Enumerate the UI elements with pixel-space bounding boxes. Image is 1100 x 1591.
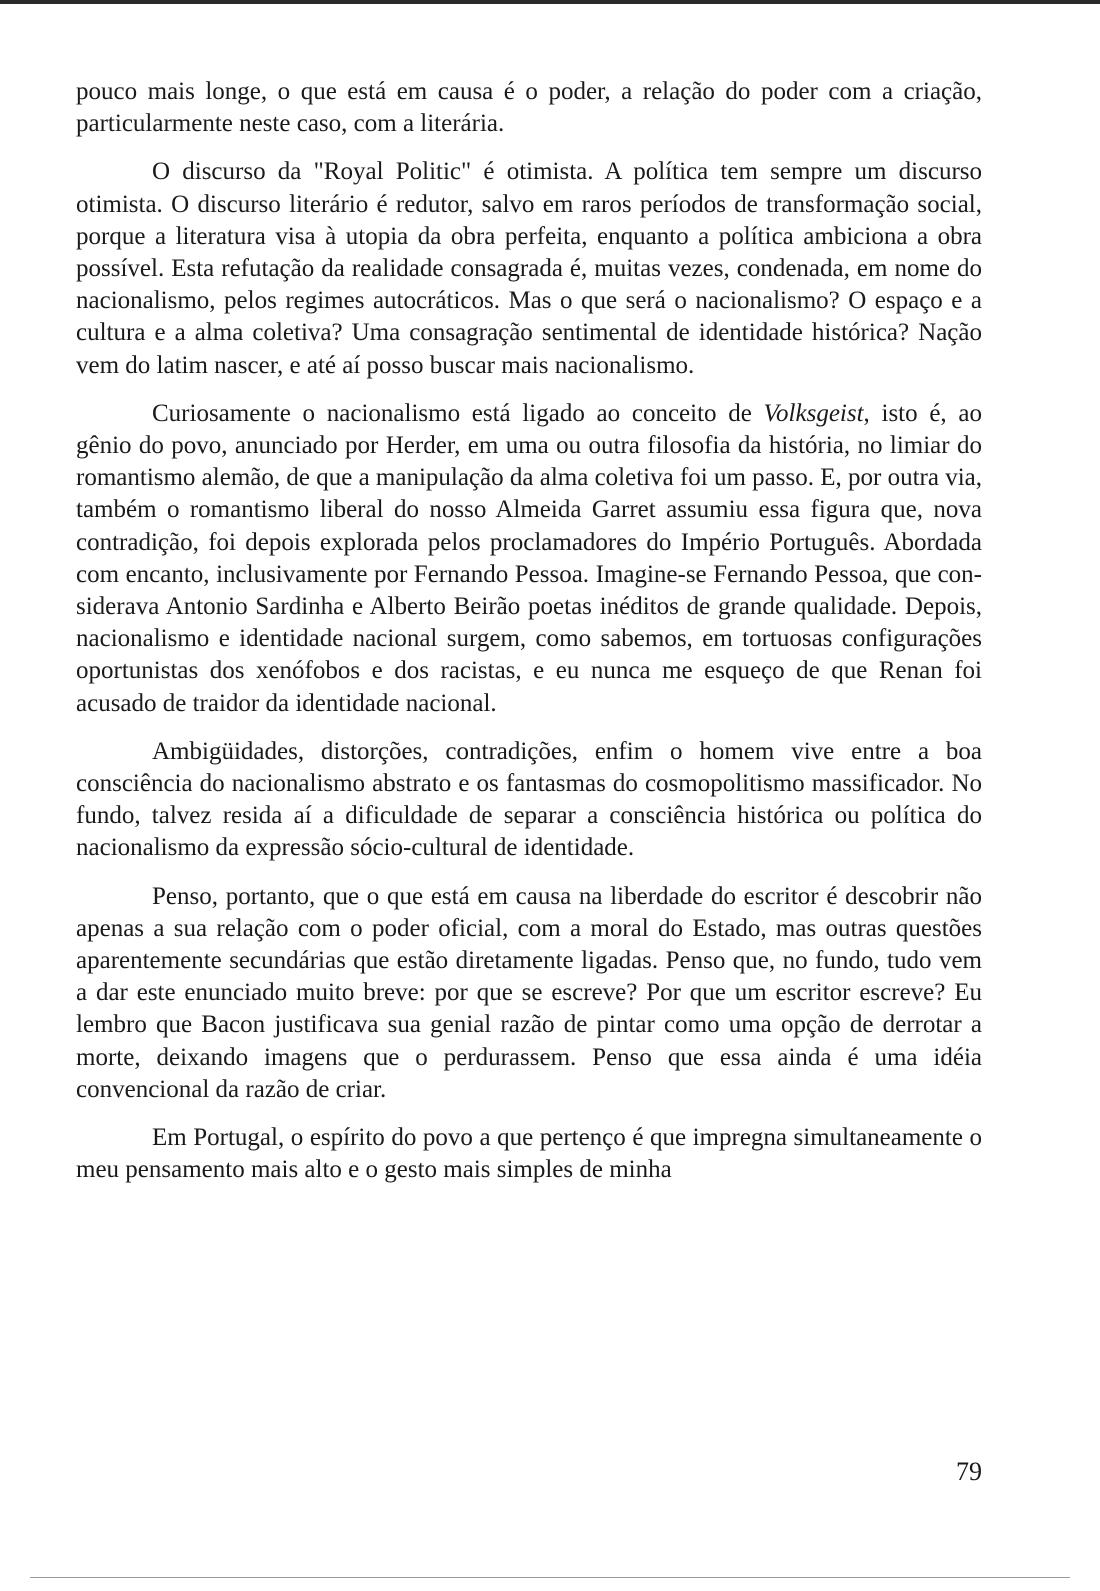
paragraph-6: Em Portugal, o espírito do povo a que pertenço é que impregna simultaneamente o meu pensamento mais alto e o gesto mais simples de minha <box>76 1124 982 1184</box>
body-text <box>76 76 982 1203</box>
paragraph-3-rest: , isto é, ao gênio do povo, anunciado por Herder, em uma ou outra filosofia da história, no limiar do romantismo alemão, de que a manipulação da alma coletiva foi um passo. E, por outra via, também o romantismo liberal do nosso Almeida Garret assumiu essa figura que, nova contradição, foi depois explorada pelos proclamadores do Império Português. Abordada com encanto, inclusivamente por Fernando Pessoa. Imagine-se Fernando Pessoa, que considerava Antonio Sardinha e Alberto Beirão poetas inéditos de grande qualidade. Depois, nacionalismo e identidade nacional surgem, como sabemos, em tortuosas configurações oportunistas dos xenófobos e dos racistas, e eu nunca me esqueço de que Renan foi acusado de traidor da identidade nacional. <box>76 399 982 717</box>
paragraph-4: Ambigüidades, distorções, contradições, enfim o homem vive entre a boa consciência do nacionalismo abstrato e os fantasmas do cosmopolitismo massificador. No fundo, talvez resida aí a dificuldade de separar a consciência histórica ou política do nacionalismo da expressão sócio-cultural de identidade. <box>76 737 982 862</box>
paragraph-3 <box>76 398 982 720</box>
paragraph-3-lead: Curiosamente o nacionalismo está ligado ao conceito de <box>152 399 764 427</box>
bottom-scan-line <box>30 1577 1070 1578</box>
paragraph-1: pouco mais longe, o que está em causa é o poder, a relação do poder com a criação, particularmente neste caso, com a literária. <box>76 78 982 138</box>
volksgeist-term: Volksgeist <box>763 399 864 427</box>
paragraph-5: Penso, portanto, que o que está em causa na liberdade do escritor é descobrir não apenas a sua relação com o poder oficial, com a moral do Estado, mas outras questões aparentemente secundárias que estão diretamente ligadas. Penso que, no fundo, tudo vem a dar este enunciado muito breve: por que se escreve? Por que um escritor escreve? Eu lembro que Bacon justificava sua genial razão de pintar como uma opção de derrotar a morte, deixando imagens que o perdurassem. Penso que essa ainda é uma idéia convencional da razão de criar. <box>76 882 982 1103</box>
top-scan-border <box>0 0 1100 4</box>
page-number: 79 <box>956 1457 982 1486</box>
paragraph-2: O discurso da "Royal Politic" é otimista. A política tem sempre um discurso otimista. O discurso literário é redutor, salvo em raros períodos de transformação social, porque a literatura visa à utopia da obra perfeita, enquanto a política ambiciona a obra possível. Esta refutação da realidade consagrada é, muitas vezes, condenada, em nome do nacionalismo, pelos regimes autocráticos. Mas o que será o nacionalismo? O espaço e a cultura e a alma coletiva? Uma consagração sentimental de identidade histórica? Nação vem do latim nascer, e até aí posso buscar mais nacionalismo. <box>76 158 982 379</box>
